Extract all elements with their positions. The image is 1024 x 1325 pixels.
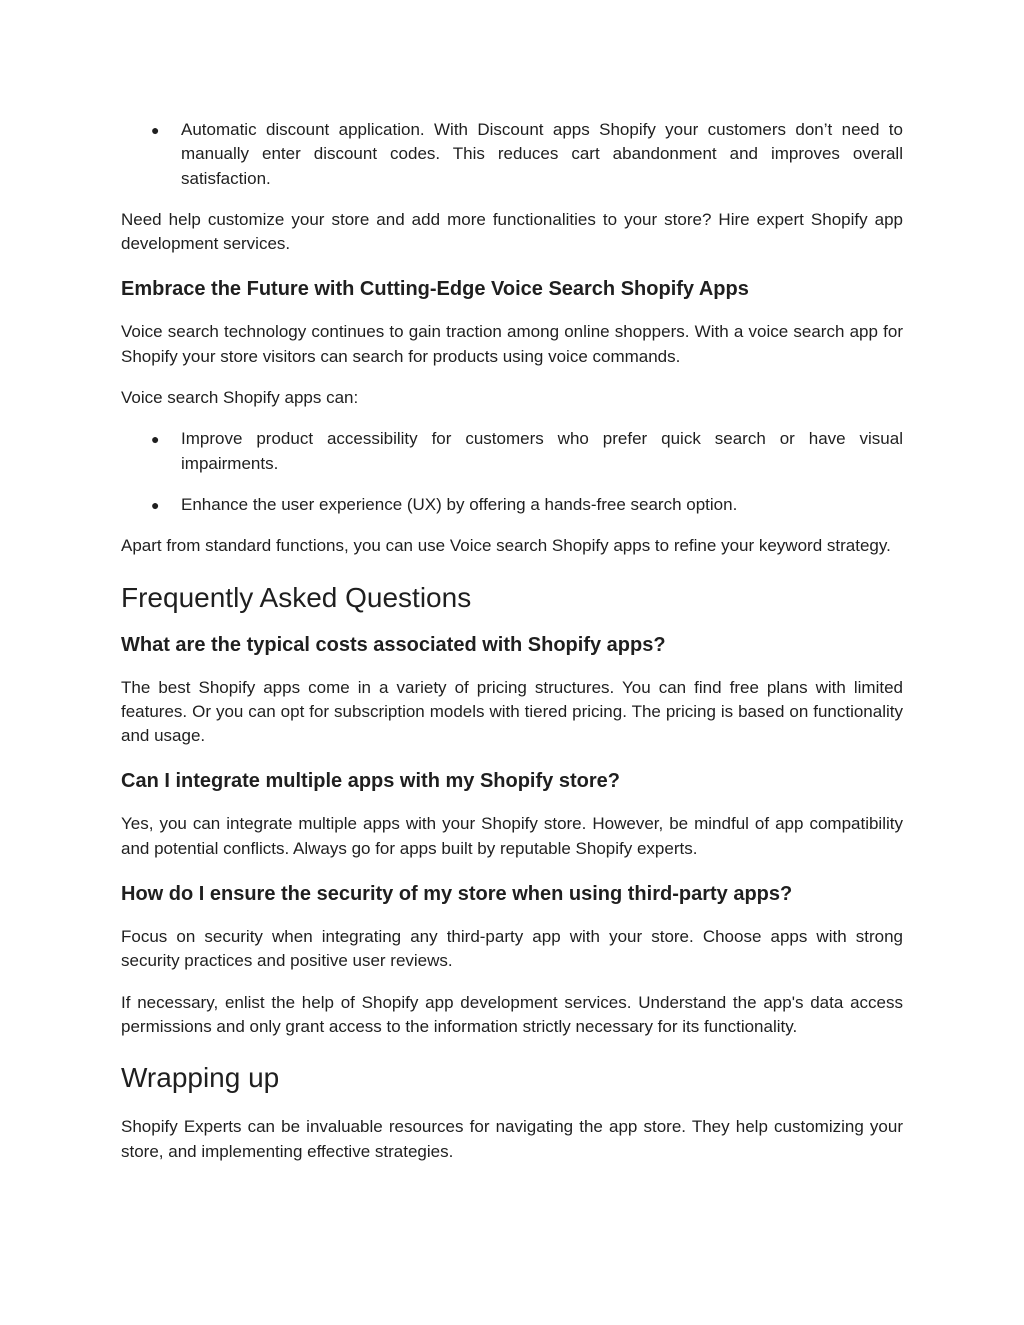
voice-search-heading: Embrace the Future with Cutting-Edge Voice Search Shopify Apps [121, 278, 749, 301]
bullet-icon: ● [151, 496, 160, 513]
list-item [121, 427, 903, 476]
voice-lead-paragraph: Voice search Shopify apps can: [121, 388, 359, 408]
bullet-text: Automatic discount application. With Discount apps Shopify your customers don’t need to manually enter discount codes. This reduces cart abandonment and improves overall satisfaction. [181, 120, 903, 188]
wrapping-up-paragraph: Shopify Experts can be invaluable resources for navigating the app store. They help customizing your store, and implementing effective strategies. [121, 1117, 903, 1161]
bullet-text: Improve product accessibility for customers who prefer quick search or have visual impairments. [181, 429, 903, 473]
faq-heading: Frequently Asked Questions [121, 581, 472, 613]
list-spacer [121, 476, 903, 493]
faq-question-1: What are the typical costs associated with Shopify apps? [121, 633, 666, 656]
bullet-icon: ● [151, 122, 160, 138]
document-page [121, 118, 903, 1164]
voice-intro-paragraph: Voice search technology continues to gain traction among online shoppers. With a voice search app for Shopify your store visitors can search for products using voice commands. [121, 322, 903, 366]
faq-question-2: Can I integrate multiple apps with my Shopify store? [121, 770, 620, 793]
bullet-icon: ● [151, 431, 160, 448]
list-item [121, 493, 903, 517]
faq-answer-3b: If necessary, enlist the help of Shopify app development services. Understand the app's data access permissions and only grant access to the information strictly necessary for its functionality. [121, 992, 903, 1036]
faq-answer-1: The best Shopify apps come in a variety of pricing structures. You can find free plans with limited features. Or you can opt for subscription models with tiered pricing. The pricing is based on functionality and usage. [121, 677, 903, 746]
discount-bullet-list [121, 118, 903, 191]
bullet-text: Enhance the user experience (UX) by offering a hands-free search option. [181, 494, 738, 514]
help-paragraph: Need help customize your store and add more functionalities to your store? Hire expert Shopify app development services. [121, 209, 903, 254]
faq-answer-3a: Focus on security when integrating any third-party app with your store. Choose apps with strong security practices and positive user reviews. [121, 927, 903, 971]
list-item [121, 118, 903, 191]
voice-bullet-list [121, 427, 903, 517]
faq-answer-2: Yes, you can integrate multiple apps with your Shopify store. However, be mindful of app compatibility and potential conflicts. Always go for apps built by reputable Shopify experts. [121, 814, 903, 858]
voice-outro-paragraph: Apart from standard functions, you can use Voice search Shopify apps to refine your keyword strategy. [121, 536, 891, 556]
faq-question-3: How do I ensure the security of my store when using third-party apps? [121, 883, 793, 906]
wrapping-up-heading: Wrapping up [121, 1062, 280, 1094]
